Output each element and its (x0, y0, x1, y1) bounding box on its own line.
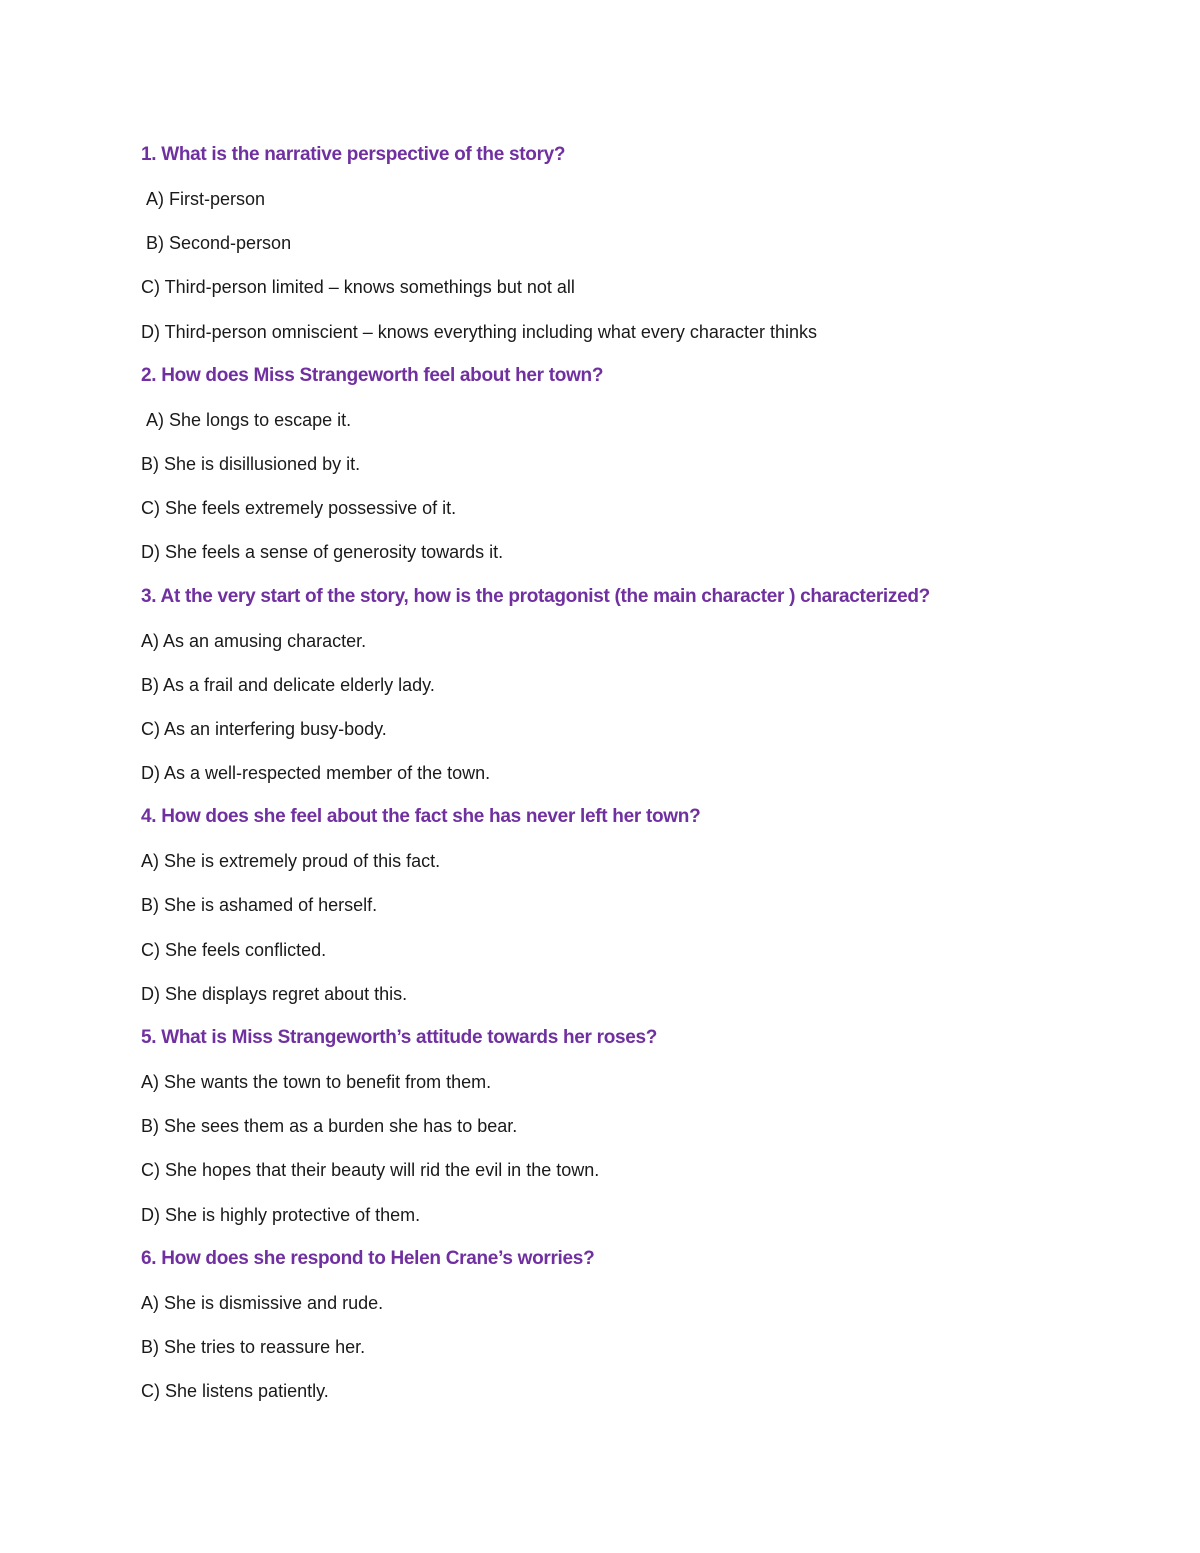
question-block (141, 802, 1121, 1023)
answer-option: D) Third-person omniscient – knows everything including what every character thinks (141, 321, 817, 342)
question-block (141, 361, 1121, 582)
answer-option: C) Third-person limited – knows somethings but not all (141, 277, 575, 298)
question-block (141, 1023, 1121, 1244)
quiz-content (141, 140, 1121, 1420)
answer-option: C) She feels extremely possessive of it. (141, 498, 457, 519)
answer-option: A) She is extremely proud of this fact. (141, 851, 441, 872)
answer-option: A) She is dismissive and rude. (141, 1292, 384, 1313)
question-prompt: 1. What is the narrative perspective of the story? (141, 144, 566, 165)
answer-option: A) She longs to escape it. (146, 409, 352, 430)
question-block (141, 582, 1121, 803)
answer-option: D) She is highly protective of them. (141, 1204, 421, 1225)
question-prompt: 2. How does Miss Strangeworth feel about her town? (141, 364, 604, 386)
answer-option: B) Second-person (146, 233, 292, 254)
answer-option: C) She listens patiently. (141, 1381, 329, 1402)
answer-option: C) She feels conflicted. (141, 939, 327, 960)
question-prompt: 6. How does she respond to Helen Crane’s worries? (141, 1247, 595, 1269)
answer-option: B) She sees them as a burden she has to bear. (141, 1116, 518, 1137)
question-block (141, 1244, 1121, 1421)
question-prompt: 5. What is Miss Strangeworth’s attitude towards her roses? (141, 1027, 658, 1048)
answer-option: C) She hopes that their beauty will rid the evil in the town. (141, 1160, 600, 1181)
answer-option: B) She tries to reassure her. (141, 1336, 366, 1357)
answer-option: B) As a frail and delicate elderly lady. (141, 674, 435, 695)
question-prompt: 4. How does she feel about the fact she has never left her town? (141, 806, 701, 828)
answer-option: A) She wants the town to benefit from them. (141, 1072, 492, 1092)
answer-option: C) As an interfering busy-body. (141, 718, 387, 739)
answer-option: A) First-person (146, 189, 266, 209)
question-prompt: 3. At the very start of the story, how is the protagonist (the main character ) characterized? (141, 585, 930, 607)
question-block (141, 140, 1121, 361)
answer-option: D) She displays regret about this. (141, 983, 408, 1004)
answer-option: B) She is ashamed of herself. (141, 895, 378, 916)
answer-option: D) As a well-respected member of the town. (141, 763, 491, 784)
answer-option: B) She is disillusioned by it. (141, 453, 361, 474)
answer-option: D) She feels a sense of generosity towards it. (141, 542, 504, 563)
answer-option: A) As an amusing character. (141, 630, 367, 651)
